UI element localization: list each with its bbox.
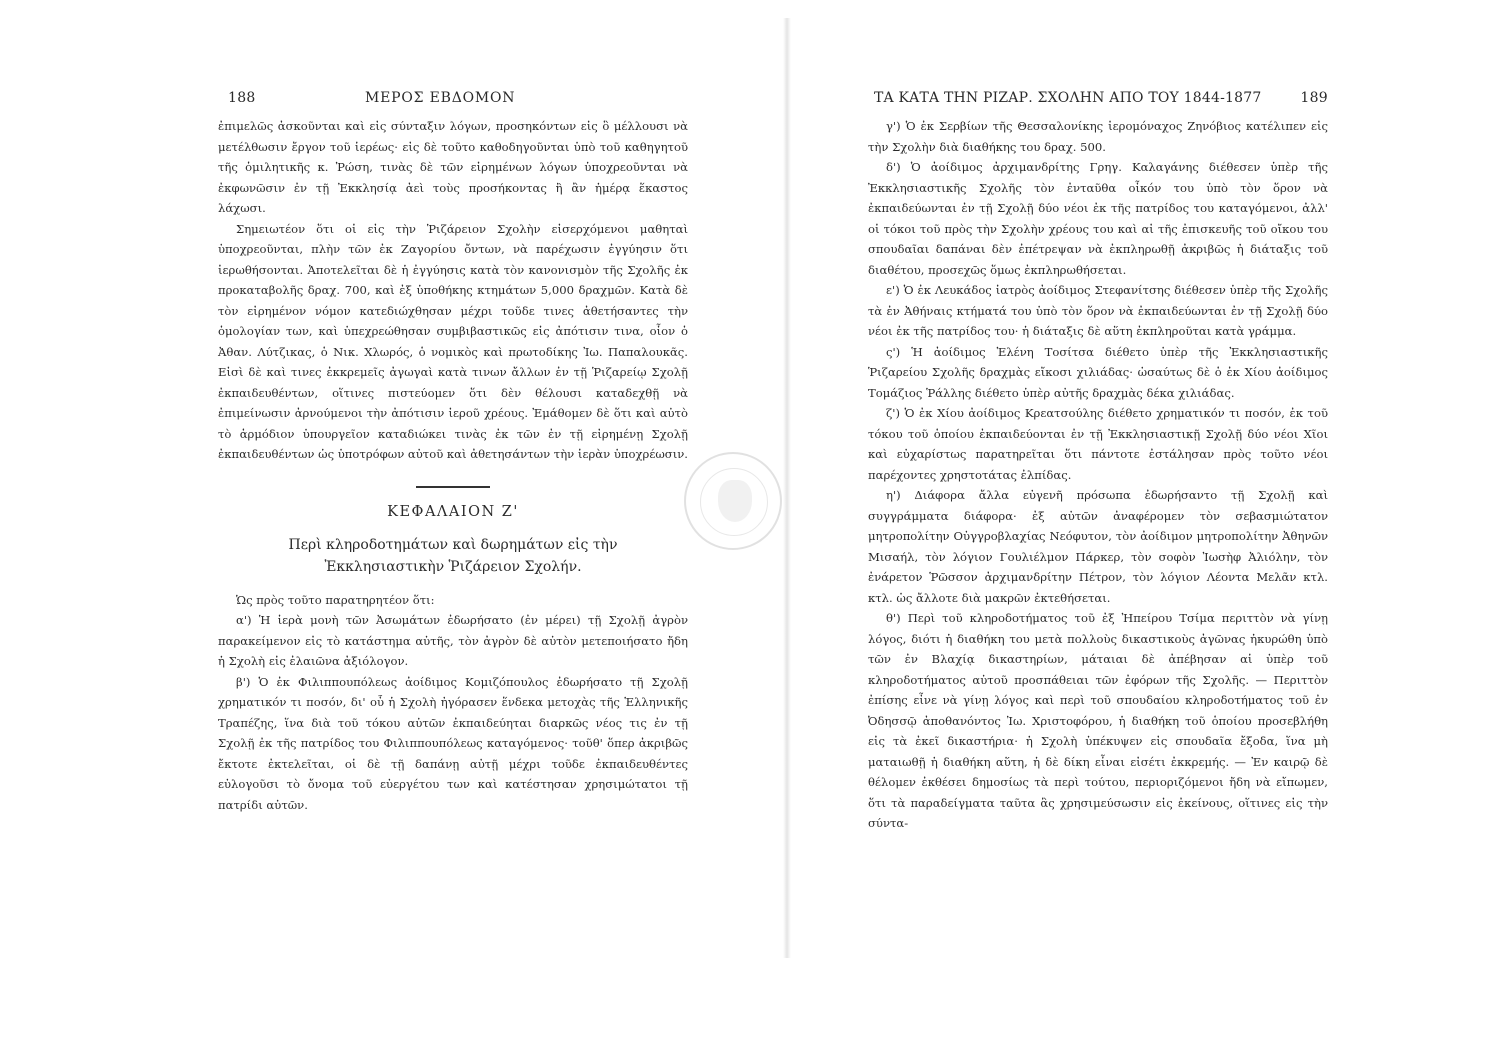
paragraph: δ') Ὁ ἀοίδιμος ἀρχιμανδρίτης Γρηγ. Καλαγάνης διέθεσεν ὑπὲρ τῆς Ἐκκλησιαστικῆς Σχολῆς τὸν ἐνταῦθα οἶκόν του ὑπὸ τὸν ὅρον νὰ ἐκπαιδεύωνται ἐν τῇ Σχολῇ δύο νέοι ἐκ τῆς πατρίδος του καταγόμενοι, ἀλλ' οἱ τόκοι τοῦ πρὸς τὴν Σχολὴν χρέους του καὶ αἱ τῆς ἐπισκευῆς τοῦ οἴκου του σπουδαῖαι δαπάναι δὲν ἐπέτρεψαν νὰ ἐκπληρωθῇ ἀκριβῶς ἡ διάταξις τοῦ διαθέτου, προσεχῶς ὅμως ἐκπληρωθήσεται. [868, 160, 1328, 277]
paragraph: ε') Ὁ ἐκ Λευκάδος ἰατρὸς ἀοίδιμος Στεφανίτσης διέθεσεν ὑπὲρ τῆς Σχολῆς τὰ ἐν Ἀθήναις κτήματά του ὑπὸ τὸν ὅρον νὰ ἐκπαιδεύωνται ἐν τῇ Σχολῇ δύο νέοι ἐκ τῆς πατρίδος του· ἡ διάταξις δὲ αὕτη ἐκπληροῦται κατὰ γράμμα. [868, 283, 1328, 338]
chapter-subtitle [218, 534, 688, 578]
left-page-header [218, 90, 688, 116]
paragraph: Ὡς πρὸς τοῦτο παρατηρητέον ὅτι: [236, 592, 435, 607]
left-page-number: 188 [228, 90, 256, 106]
left-page-body [218, 116, 688, 465]
left-running-head: ΜΕΡΟΣ ΕΒΔΟΜΟΝ [365, 90, 516, 106]
right-running-head: ΤΑ ΚΑΤΑ ΤΗΝ ΡΙΖΑΡ. ΣΧΟΛΗΝ ΑΠΟ ΤΟΥ 1844-1877 [874, 90, 1262, 106]
paragraph: β') Ὁ ἐκ Φιλιππουπόλεως ἀοίδιμος Κομιζόπουλος ἐδωρήσατο τῇ Σχολῇ χρηματικόν τι ποσόν, δι' οὗ ἡ Σχολὴ ἠγόρασεν ἕνδεκα μετοχὰς τῆς Ἑλληνικῆς Τραπέζης, ἵνα διὰ τοῦ τόκου αὐτῶν ἐκπαιδεύηται διαρκῶς νέος τις ἐν τῇ Σχολῇ ἐκ τῆς πατρίδος του Φιλιππουπόλεως καταγόμενος· τοῦθ' ὅπερ ἀκριβῶς ἔκτοτε ἐκτελεῖται, οἱ δὲ τῇ δαπάνῃ αὐτῇ μέχρι τοῦδε ἐκπαιδευθέντες εὐλογοῦσι τὸ ὄνομα τοῦ εὐεργέτου των καὶ κατέστησαν χρησιμώτατοι τῇ πατρίδι αὐτῶν. [218, 674, 688, 812]
library-stamp [684, 452, 782, 550]
section-rule [416, 486, 490, 488]
paragraph: θ') Περὶ τοῦ κληροδοτήματος τοῦ ἐξ Ἠπείρου Τσίμα περιττὸν νὰ γίνῃ λόγος, διότι ἡ διαθήκη του μετὰ πολλοὺς δικαστικοὺς ἀγῶνας ἠκυρώθη ὑπὸ τῶν ἐν Βλαχίᾳ δικαστηρίων, μάταιαι δὲ ἀπέβησαν αἱ ὑπὲρ τοῦ κληροδοτήματος αὐτοῦ προσπάθειαι τῶν ἐφόρων τῆς Σχολῆς. — Περιττὸν ἐπίσης εἶνε νὰ γίνῃ λόγος καὶ περὶ τοῦ σπουδαίου κληροδοτήματος τοῦ ἐν Ὀδησσῷ ἀποθανόντος Ἰω. Χριστοφόρου, ἡ διαθήκη τοῦ ὁποίου προσεβλήθη εἰς τὰ ἐκεῖ δικαστήρια· ἡ Σχολὴ ὑπέκυψεν εἰς σπουδαῖα ἔξοδα, ἵνα μὴ ματαιωθῇ ἡ διαθήκη αὕτη, ἡ δὲ δίκη εἶναι εἰσέτι ἐκκρεμής. — Ἐν καιρῷ δὲ θέλομεν ἐκθέσει δημοσίως τὰ περὶ τούτου, περιοριζόμενοι ἤδη νὰ εἴπωμεν, ὅτι τὰ παραδείγματα ταῦτα ἃς χρησιμεύσωσιν εἰς ἐκείνους, οἵτινες εἰς τὴν σύντα- [868, 611, 1328, 830]
right-page-body [868, 116, 1328, 834]
right-page [868, 90, 1328, 834]
right-page-number: 189 [1300, 90, 1328, 106]
chapter-title: ΚΕΦΑΛΑΙΟΝ Ζ' [387, 503, 519, 520]
stamp-emblem-icon [718, 480, 752, 522]
paragraph: γ') Ὁ ἐκ Σερβίων τῆς Θεσσαλονίκης ἱερομόναχος Ζηνόβιος κατέλιπεν εἰς τὴν Σχολὴν διὰ διαθήκης του δραχ. 500. [868, 119, 1328, 154]
paragraph: α') Ἡ ἱερὰ μονὴ τῶν Ἀσωμάτων ἐδωρήσατο (ἐν μέρει) τῇ Σχολῇ ἀγρὸν παρακείμενον εἰς τὸ κατάστημα αὐτῆς, τὸν ἀγρὸν δὲ αὐτὸν μετεποιήσατο ἤδη ἡ Σχολὴ εἰς ἐλαιῶνα ἀξιόλογον. [218, 613, 688, 668]
chapter-subtitle-line-1: Περὶ κληροδοτημάτων καὶ δωρημάτων εἰς τὴν [288, 536, 618, 553]
paragraph: η') Διάφορα ἄλλα εὐγενῆ πρόσωπα ἐδωρήσαντο τῇ Σχολῇ καὶ συγγράμματα διάφορα· ἐξ αὐτῶν ἀναφέρομεν τὸν σεβασμιώτατον μητροπολίτην Οὐγγροβλαχίας Νεόφυτον, τὸν ἀοίδιμον μητροπολίτην Ἀθηνῶν Μισαήλ, τὸν λόγιον Γουλιέλμον Πάρκερ, τὸν σοφὸν Ἰωσὴφ Ἀλιόλην, τὸν ἐνάρετον Ῥῶσσον ἀρχιμανδρίτην Πέτρον, τὸν λόγιον Λέοντα Μελᾶν κτλ. κτλ. ὡς ἄλλοτε διὰ μακρῶν ἐκτεθήσεται. [868, 488, 1328, 605]
paragraph: Σημειωτέον ὅτι οἱ εἰς τὴν Ῥιζάρειον Σχολὴν εἰσερχόμενοι μαθηταὶ ὑποχρεοῦνται, πλὴν τῶν ἐκ Ζαγορίου ὄντων, νὰ παρέχωσιν ἐγγύησιν ὅτι ἱερωθήσονται. Ἀποτελεῖται δὲ ἡ ἐγγύησις κατὰ τὸν κανονισμὸν τῆς Σχολῆς ἐκ προκαταβολῆς δραχ. 700, καὶ ἐξ ὑποθήκης κτημάτων 5,000 δραχμῶν. Κατὰ δὲ τὸν εἰρημένον νόμον κατεδιώχθησαν μέχρι τοῦδε τινες ἀθετήσαντες τὴν ὁμολογίαν των, καὶ ὑπεχρεώθησαν συμβιβαστικῶς εἰς ἀπότισιν τινα, οἷον ὁ Ἀθαν. Λύτζικας, ὁ Νικ. Χλωρός, ὁ νομικὸς καὶ πρωτοδίκης Ἰω. Παπαλουκᾶς. Εἰσὶ δὲ καὶ τινες ἐκκρεμεῖς ἀγωγαὶ κατὰ τινων ἄλλων ἐν τῇ Ῥιζαρείῳ Σχολῇ ἐκπαιδευθέντων, οἵτινες πιστεύομεν ὅτι δὲν θέλουσι καταδεχθῇ νὰ ἐπιμείνωσιν ἀρνούμενοι τὴν ἀπότισιν ἱεροῦ χρέους. Ἐμάθομεν δὲ ὅτι καὶ αὐτὸ τὸ ἁρμόδιον ὑπουργεῖον καταδιώκει τινὰς ἐκ τῶν ἐν τῇ εἰρημένῃ Σχολῇ ἐκπαιδευθέντων ὡς ὑποτρόφων αὐτοῦ καὶ ἀθετησάντων τὴν ἱερὰν ὑποχρέωσιν. [218, 221, 688, 461]
left-page-body-continued [218, 590, 688, 816]
book-gutter-shadow [783, 18, 791, 958]
paragraph: ζ') Ὁ ἐκ Χίου ἀοίδιμος Κρεατσούλης διέθετο χρηματικόν τι ποσόν, ἐκ τοῦ τόκου τοῦ ὁποίου ἐκπαιδεύονται ἐν τῇ Ἐκκλησιαστικῇ Σχολῇ δύο νέοι Χῖοι καὶ εὐχαρίστως παρατηρεῖται ὅτι πάντοτε ἐστάλησαν πρὸς τοῦτο νέοι παρέχοντες χρηστοτάτας ἐλπίδας. [868, 406, 1328, 482]
right-page-header [868, 90, 1328, 116]
paragraph: ἐπιμελῶς ἀσκοῦνται καὶ εἰς σύνταξιν λόγων, προσηκόντων εἰς ὃ μέλλουσι νὰ μετέλθωσιν ἔργον τοῦ ἱερέως· εἰς δὲ τοῦτο καθοδηγοῦνται ὑπὸ τοῦ καθηγητοῦ τῆς ὁμιλητικῆς κ. Ῥώση, τινὰς δὲ τῶν εἰρημένων λόγων ὑποχρεοῦνται νὰ ἐκφωνῶσιν ἐν τῇ Ἐκκλησίᾳ ἀεὶ τοὺς προσήκοντας ἢ ἂν ἡμέρᾳ ἕκαστος λάχωσι. [218, 119, 688, 215]
chapter-subtitle-line-2: Ἐκκλησιαστικὴν Ῥιζάρειον Σχολήν. [324, 558, 582, 575]
left-page [218, 90, 688, 815]
paragraph: ς') Ἡ ἀοίδιμος Ἑλένη Τοσίτσα διέθετο ὑπὲρ τῆς Ἐκκλησιαστικῆς Ῥιζαρείου Σχολῆς δραχμὰς εἴκοσι χιλιάδας· ὡσαύτως δὲ ὁ ἐκ Χίου ἀοίδιμος Τομάζιος Ῥάλλης διέθετο ὑπὲρ αὐτῆς δραχμὰς δέκα χιλιάδας. [868, 344, 1328, 400]
